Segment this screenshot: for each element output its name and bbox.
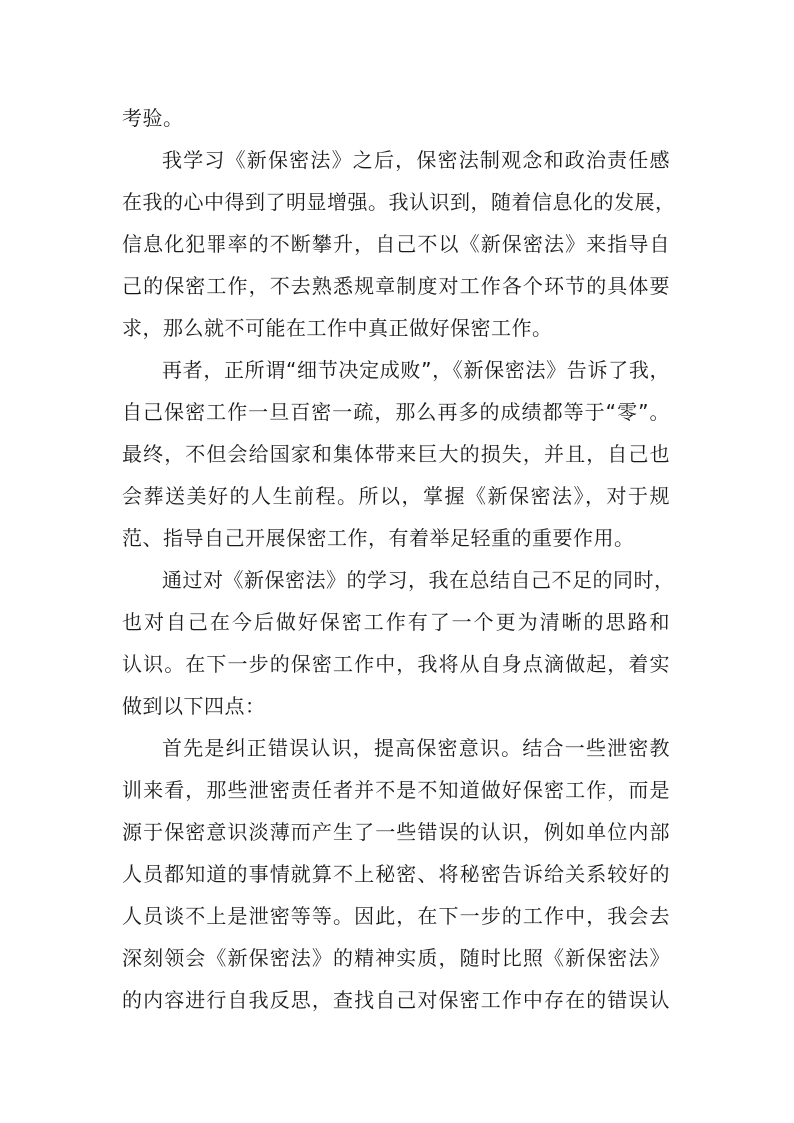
paragraph-4-line-2: 训来看，那些泄密责任者并不是不知道做好保密工作，而是 xyxy=(122,778,670,802)
paragraph-3-line-1: 通过对《新保密法》的学习，我在总结自己不足的同时， xyxy=(162,568,675,592)
paragraph-4-line-4: 人员都知道的事情就算不上秘密、将秘密告诉给关系较好的 xyxy=(122,862,670,886)
paragraph-3-line-2: 也对自己在今后做好保密工作有了一个更为清晰的思路和 xyxy=(122,610,670,634)
paragraph-4-line-7: 的内容进行自我反思，查找自己对保密工作中存在的错误认 xyxy=(122,988,670,1012)
paragraph-2-line-1: 再者，正所谓“细节决定成败”，《新保密法》告诉了我， xyxy=(162,358,670,382)
paragraph-2-line-4: 会葬送美好的人生前程。所以，掌握《新保密法》，对于规 xyxy=(122,484,670,508)
paragraph-4-line-3: 源于保密意识淡薄而产生了一些错误的认识，例如单位内部 xyxy=(122,820,670,844)
paragraph-4-line-5: 人员谈不上是泄密等等。因此，在下一步的工作中，我会去 xyxy=(122,904,670,928)
paragraph-2-line-5: 范、指导自己开展保密工作，有着举足轻重的重要作用。 xyxy=(122,526,635,550)
paragraph-4-line-6: 深刻领会《新保密法》的精神实质，随时比照《新保密法》 xyxy=(122,946,670,970)
paragraph-1-line-4: 己的保密工作，不去熟悉规章制度对工作各个环节的具体要 xyxy=(122,274,670,298)
text-line-1: 考验。 xyxy=(122,106,184,130)
paragraph-3-line-3: 认识。在下一步的保密工作中，我将从自身点滴做起，着实 xyxy=(122,652,670,676)
paragraph-1-line-2: 在我的心中得到了明显增强。我认识到，随着信息化的发展， xyxy=(122,190,676,214)
paragraph-3-line-4: 做到以下四点： xyxy=(122,694,266,718)
paragraph-1-line-3: 信息化犯罪率的不断攀升，自己不以《新保密法》来指导自 xyxy=(122,232,670,256)
paragraph-2-line-3: 最终，不但会给国家和集体带来巨大的损失，并且，自己也 xyxy=(122,442,670,466)
paragraph-1-line-5: 求，那么就不可能在工作中真正做好保密工作。 xyxy=(122,316,553,340)
paragraph-1-line-1: 我学习《新保密法》之后，保密法制观念和政治责任感 xyxy=(162,148,670,172)
paragraph-4-line-1: 首先是纠正错误认识，提高保密意识。结合一些泄密教 xyxy=(162,736,670,760)
paragraph-2-line-2: 自己保密工作一旦百密一疏，那么再多的成绩都等于“零”。 xyxy=(122,400,670,424)
